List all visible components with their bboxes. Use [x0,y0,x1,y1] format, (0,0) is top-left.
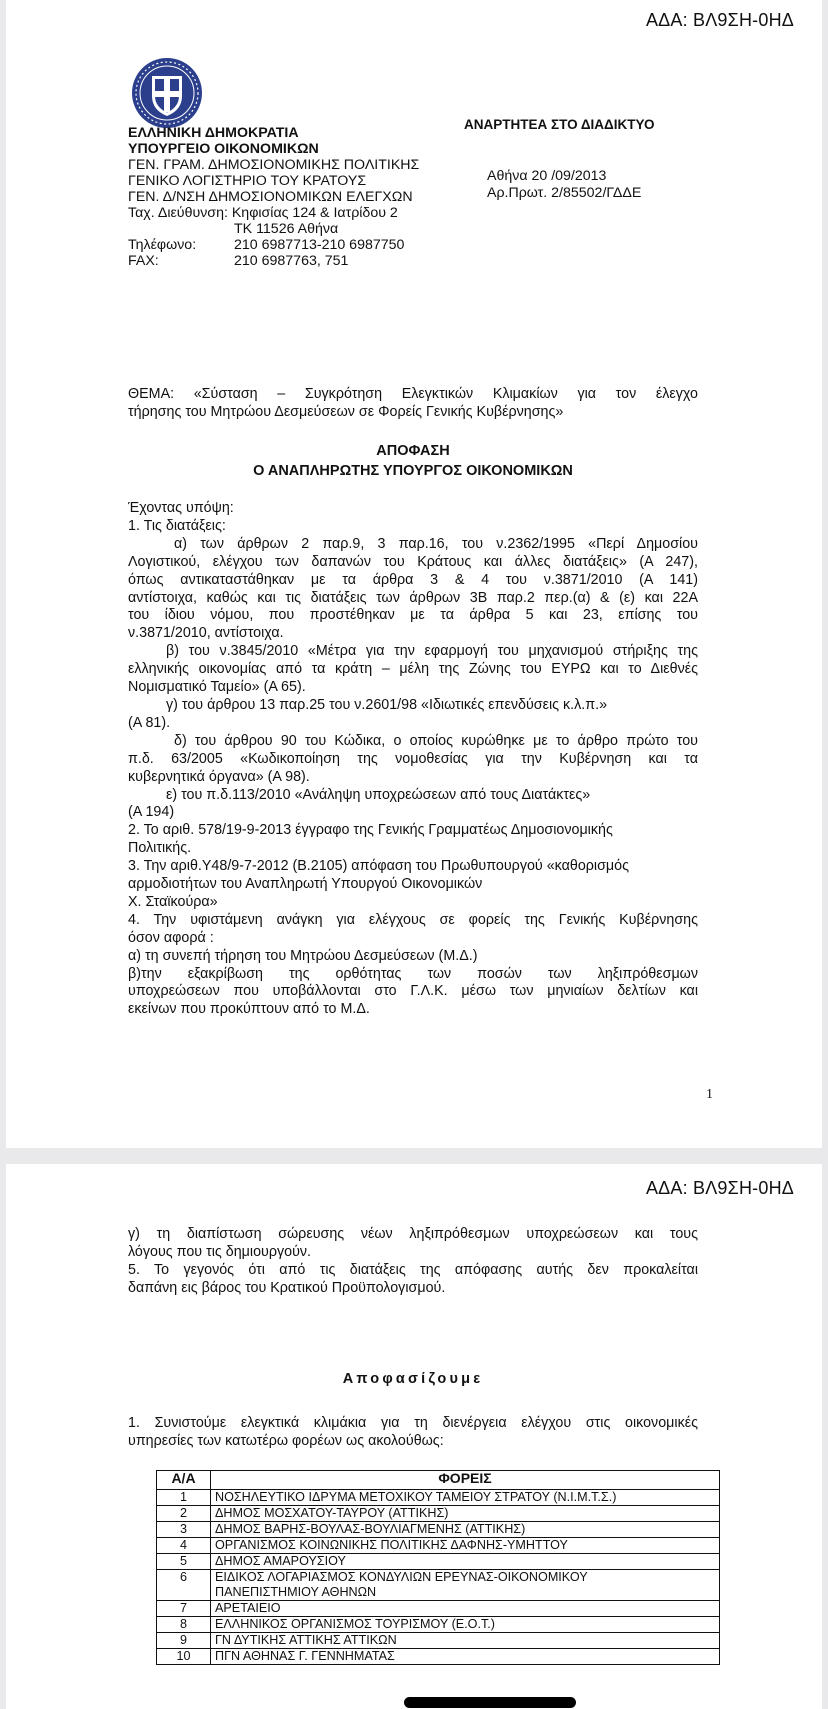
table-row [157,1506,720,1522]
row-number: 3 [157,1522,211,1538]
body-line: δ) του άρθρου 90 του Κώδικα, ο οποίος κυρώθηκε με το άρθρο πρώτο του [174,732,698,749]
body-line: α) τη συνεπή τήρηση του Μητρώου Δεσμεύσεων (Μ.Δ.) [128,947,478,964]
row-number: 7 [157,1601,211,1617]
header-line: ΥΠΟΥΡΓΕΙΟ ΟΙΚΟΝΟΜΙΚΩΝ [128,141,319,157]
body-line: Νομισματικό Ταμείο» (Α 65). [128,679,306,696]
body-line: ε) του π.δ.113/2010 «Ανάληψη υποχρεώσεων από τους Διατάκτες» [166,786,591,803]
authority-title: Ο ΑΝΑΠΛΗΡΩΤΗΣ ΥΠΟΥΡΓΟΣ ΟΙΚΟΝΟΜΙΚΩΝ [253,463,573,479]
body-line: αντίστοιχα, καθώς και τις διατάξεις των άρθρων 3Β παρ.2 περ.(α) & (ε) και 22Α [128,589,698,606]
body-line: αρμοδιοτήτων του Αναπληρωτή Υπουργού Οικονομικών [128,876,483,893]
redaction-mark [404,1697,576,1708]
body-line: π.δ. 63/2005 «Κωδικοποίηση της νομοθεσίας για την Κυβέρνηση και τα [128,750,698,767]
body-name: ΕΙΔΙΚΟΣ ΛΟΓΑΡΙΑΣΜΟΣ ΚΟΝΔΥΛΙΩΝ ΕΡΕΥΝΑΣ-ΟΙΚΟΝΟΜΙΚΟΥ ΠΑΝΕΠΙΣΤΗΜΙΟΥ ΑΘΗΝΩΝ [211,1570,720,1601]
header-line: ΓΕΝ. ΓΡΑΜ. ΔΗΜΟΣΙΟΝΟΜΙΚΗΣ ΠΟΛΙΤΙΚΗΣ [128,157,420,173]
row-number: 10 [157,1649,211,1665]
subject-line: τήρησης του Μητρώου Δεσμεύσεων σε Φορείς Γενικής Κυβέρνησης» [128,403,564,420]
body-line: Λογιστικού, ελέγχου των δαπανών του Κράτους και άλλες διατάξεις» (Α 247), [128,553,698,570]
phone-label: Τηλέφωνο: [128,237,197,253]
row-number: 1 [157,1490,211,1506]
header-line: ΓΕΝΙΚΟ ΛΟΓΙΣΤΗΡΙΟ ΤΟΥ ΚΡΑΤΟΥΣ [128,173,367,189]
body-line: εκείνων που προκύπτουν από το Μ.Δ. [128,1001,370,1018]
considerations-continued [128,1226,698,1298]
column-header-number: Α/Α [157,1471,211,1490]
greek-coat-of-arms-icon [130,56,204,130]
document-page-2 [6,1164,822,1709]
row-number: 2 [157,1506,211,1522]
body-line: ελληνικής οικονομίας από τα κράτη – μέλη της Ζώνης του ΕΥΡΩ και το Διεθνές [128,661,698,678]
body-line: δαπάνη εις βάρος του Κρατικού Προϋπολογισμού. [128,1279,446,1296]
considerations-body [128,500,698,1019]
page-number: 1 [706,1087,713,1102]
body-line: Έχοντας υπόψη: [128,500,234,516]
table-row [157,1522,720,1538]
protocol-number: Αρ.Πρωτ. 2/85502/ΓΔΔΕ [487,185,642,201]
body-name: ΑΡΕΤΑΙΕΙΟ [211,1601,720,1617]
table-header-row [157,1471,720,1490]
header-line: ΓΕΝ. Δ/ΝΣΗ ΔΗΜΟΣΙΟΝΟΜΙΚΩΝ ΕΛΕΓΧΩΝ [128,189,413,205]
header-line: Ταχ. Διεύθυνση: Κηφισίας 124 & Ιατρίδου 2 [128,205,398,221]
fax-label: FAX: [128,253,159,269]
document-date: Αθήνα 20 /09/2013 [487,168,607,184]
body-line: β) του ν.3845/2010 «Μέτρα για την εφαρμογή του μηχανισμού στήριξης της [166,643,698,660]
body-name: ΔΗΜΟΣ ΒΑΡΗΣ-ΒΟΥΛΑΣ-ΒΟΥΛΙΑΓΜΕΝΗΣ (ΑΤΤΙΚΗΣ) [211,1522,720,1538]
ada-code: ΑΔΑ: ΒΛ9ΣΗ-0ΗΔ [645,1178,794,1198]
row-number: 6 [157,1570,211,1601]
header-line: ΕΛΛΗΝΙΚΗ ΔΗΜΟΚΡΑΤΙΑ [128,125,299,141]
row-number: 8 [157,1617,211,1633]
decide-heading: Αποφασίζουμε [342,1371,484,1387]
decision-title: ΑΠΟΦΑΣΗ [376,443,450,459]
body-line: β)την εξακρίβωση της ορθότητας των ποσών των ληξιπρόθεσμων [128,965,698,982]
table-row [157,1617,720,1633]
post-online-notice: ΑΝΑΡΤΗΤΕΑ ΣΤΟ ΔΙΑΔΙΚΤΥΟ [464,117,655,132]
body-line: γ) τη διαπίστωση σώρευσης νέων ληξιπρόθεσμων υποχρεώσεων και τους [128,1226,698,1242]
body-line: όσον αφορά : [128,929,214,946]
body-line: 5. Το γεγονός ότι από τις διατάξεις της απόφασης αυτής δεν προκαλείται [128,1261,698,1278]
body-line: α) των άρθρων 2 παρ.9, 3 παρ.16, του ν.2362/1995 «Περί Δημοσίου [174,535,698,552]
body-name: ΔΗΜΟΣ ΜΟΣΧΑΤΟΥ-ΤΑΥΡΟΥ (ΑΤΤΙΚΗΣ) [211,1506,720,1522]
body-line: 3. Την αριθ.Υ48/9-7-2012 (Β.2105) απόφαση του Πρωθυπουργού «καθορισμός [128,858,630,875]
body-name: ΟΡΓΑΝΙΣΜΟΣ ΚΟΙΝΩΝΙΚΗΣ ΠΟΛΙΤΙΚΗΣ ΔΑΦΝΗΣ-ΥΜΗΤΤΟΥ [211,1538,720,1554]
body-name: ΝΟΣΗΛΕΥΤΙΚΟ ΙΔΡΥΜΑ ΜΕΤΟΧΙΚΟΥ ΤΑΜΕΙΟΥ ΣΤΡΑΤΟΥ (Ν.Ι.Μ.Τ.Σ.) [211,1490,720,1506]
body-line: υποχρεώσεων που υποβάλλονται στο Γ.Λ.Κ. μέσω των μηνιαίων δελτίων και [128,983,698,1000]
body-line: κυβερνητικά όργανα» (Α 98). [128,768,310,785]
body-name: ΠΓΝ ΑΘΗΝΑΣ Γ. ΓΕΝΝΗΜΑΤΑΣ [211,1649,720,1665]
body-line: Πολιτικής. [128,840,192,857]
body-line: (Α 81). [128,714,171,731]
body-line: 1. Συνιστούμε ελεγκτικά κλιμάκια για τη διενέργεια ελέγχου στις οικονομικές [128,1415,698,1431]
table-row [157,1490,720,1506]
body-name: ΓΝ ΔΥΤΙΚΗΣ ΑΤΤΙΚΗΣ ΑΤΤΙΚΩΝ [211,1633,720,1649]
table-row [157,1601,720,1617]
fax-row [128,253,419,269]
body-line: λόγους που τις δημιουργούν. [128,1243,312,1260]
subject-line: ΘΕΜΑ: «Σύσταση – Συγκρότηση Ελεγκτικών Κλιμακίων για τον έλεγχο [128,386,698,402]
body-line: υπηρεσίες των κατωτέρω φορέων ως ακολούθως: [128,1432,444,1449]
row-number: 9 [157,1633,211,1649]
fax-value: 210 6987763, 751 [234,253,349,269]
table-row [157,1554,720,1570]
subject [128,386,698,422]
body-line: 2. Το αριθ. 578/19-9-2013 έγγραφο της Γενικής Γραμματέως Δημοσιονομικής [128,822,613,839]
issuing-authority [128,125,419,269]
header-line: ΤΚ 11526 Αθήνα [234,221,339,237]
body-line: ν.3871/2010, αντίστοιχα. [128,625,284,642]
body-line: γ) του άρθρου 13 παρ.25 του ν.2601/98 «Ιδιωτικές επενδύσεις κ.λ.π.» [166,696,608,713]
row-number: 4 [157,1538,211,1554]
column-header-bodies: ΦΟΡΕΙΣ [211,1471,720,1490]
body-name: ΔΗΜΟΣ ΑΜΑΡΟΥΣΙΟΥ [211,1554,720,1570]
phone-value: 210 6987713-210 6987750 [234,237,405,253]
ada-code: ΑΔΑ: ΒΛ9ΣΗ-0ΗΔ [645,10,794,30]
body-line: του ίδιου νόμου, που προστέθηκαν με τα άρθρα 5 και 23, επίσης του [128,607,698,624]
table-row [157,1649,720,1665]
body-line: 1. Τις διατάξεις: [128,517,226,534]
body-name: ΕΛΛΗΝΙΚΟΣ ΟΡΓΑΝΙΣΜΟΣ ΤΟΥΡΙΣΜΟΥ (Ε.Ο.Τ.) [211,1617,720,1633]
document-page-1 [6,0,822,1148]
body-line: (Α 194) [128,804,175,821]
row-number: 5 [157,1554,211,1570]
body-line: όπως αντικαταστάθηκαν με τα άρθρα 3 & 4 του ν.3871/2010 (Α 141) [128,571,698,588]
date-protocol [487,168,641,202]
table-row [157,1538,720,1554]
phone-row [128,237,419,253]
table-row [157,1570,720,1601]
body-line: Χ. Σταϊκούρα» [128,893,218,910]
table-row [157,1633,720,1649]
body-line: 4. Την υφιστάμενη ανάγκη για ελέγχους σε φορείς της Γενικής Κυβέρνησης [128,911,698,928]
item-1-text [128,1415,698,1451]
bodies-table [156,1470,720,1665]
